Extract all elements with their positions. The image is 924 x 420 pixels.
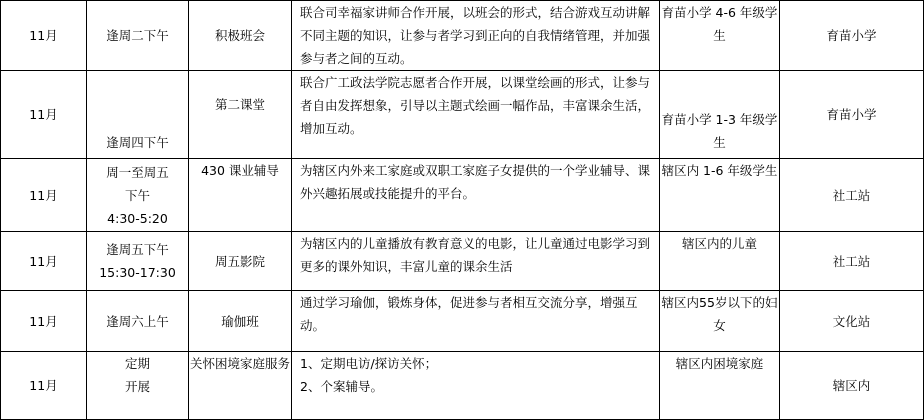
time-cell: 定期 开展 bbox=[87, 352, 189, 420]
month-cell: 11月 bbox=[1, 291, 87, 352]
place-cell: 文化站 bbox=[780, 291, 924, 352]
activity-name-cell: 第二课堂 bbox=[189, 71, 292, 159]
target-cell: 辖区内 1-6 年级学生 bbox=[660, 159, 780, 232]
target-cell: 育苗小学 4-6 年级学生 bbox=[660, 1, 780, 71]
table-row bbox=[1, 159, 924, 232]
description-cell: 联合司幸福家讲师合作开展，以班会的形式，结合游戏互动讲解不同主题的知识，让参与者学习到正向的自我情绪管理，并加强参与者之间的互动。 bbox=[292, 1, 660, 71]
description-cell: 为辖区内外来工家庭或双职工家庭子女提供的一个学业辅导、课外兴趣拓展或技能提升的平台。 bbox=[292, 159, 660, 232]
target-cell: 辖区内55岁以下的妇女 bbox=[660, 291, 780, 352]
description-cell: 1、定期电访/探访关怀； 2、个案辅导。 bbox=[292, 352, 660, 420]
place-cell: 社工站 bbox=[780, 159, 924, 232]
description-cell: 联合广工政法学院志愿者合作开展，以课堂绘画的形式，让参与者自由发挥想象，引导以主题式绘画一幅作品，丰富课余生活，增加互动。 bbox=[292, 71, 660, 159]
month-cell: 11月 bbox=[1, 71, 87, 159]
time-cell: 逢周五下午 15:30-17:30 bbox=[87, 232, 189, 291]
table-row bbox=[1, 1, 924, 71]
target-cell: 育苗小学 1-3 年级学生 bbox=[660, 71, 780, 159]
activity-name-cell: 积极班会 bbox=[189, 1, 292, 71]
place-cell: 育苗小学 bbox=[780, 1, 924, 71]
month-cell: 11月 bbox=[1, 352, 87, 420]
month-cell: 11月 bbox=[1, 232, 87, 291]
table-row bbox=[1, 71, 924, 159]
month-cell: 11月 bbox=[1, 1, 87, 71]
activity-name-cell: 瑜伽班 bbox=[189, 291, 292, 352]
target-cell: 辖区内的儿童 bbox=[660, 232, 780, 291]
time-cell: 逢周四下午 bbox=[87, 71, 189, 159]
time-cell: 逢周二下午 bbox=[87, 1, 189, 71]
table-row bbox=[1, 352, 924, 420]
activity-name-cell: 430 课业辅导 bbox=[189, 159, 292, 232]
time-cell: 逢周六上午 bbox=[87, 291, 189, 352]
activity-name-cell: 周五影院 bbox=[189, 232, 292, 291]
place-cell: 育苗小学 bbox=[780, 71, 924, 159]
month-cell: 11月 bbox=[1, 159, 87, 232]
target-cell: 辖区内困境家庭 bbox=[660, 352, 780, 420]
description-cell: 通过学习瑜伽，锻炼身体，促进参与者相互交流分享，增强互动。 bbox=[292, 291, 660, 352]
table-row bbox=[1, 232, 924, 291]
description-cell: 为辖区内的儿童播放有教育意义的电影，让儿童通过电影学习到更多的课外知识，丰富儿童的课余生活 bbox=[292, 232, 660, 291]
place-cell: 社工站 bbox=[780, 232, 924, 291]
table-row bbox=[1, 291, 924, 352]
activity-name-cell: 关怀困境家庭服务 bbox=[189, 352, 292, 420]
time-cell: 周一至周五 下午 4:30-5:20 bbox=[87, 159, 189, 232]
place-cell: 辖区内 bbox=[780, 352, 924, 420]
